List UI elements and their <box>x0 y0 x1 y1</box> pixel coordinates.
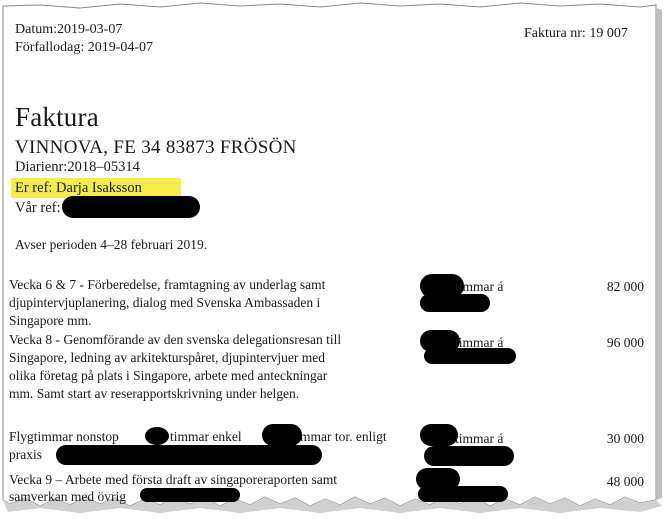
item-3-text-c: mmar tor. enligt <box>300 429 387 444</box>
item-3-text-b: timmar enkel <box>170 429 242 444</box>
item-2-line-2: Singapore, ledning av arkitekturspåret, djupintervjuer med <box>9 350 326 365</box>
item-1-line-3: Singapore mm. <box>9 313 92 328</box>
item-4-line-2: samverkan med övrig <box>9 489 126 504</box>
var-ref-label: Vår ref: <box>15 200 61 216</box>
item-3-amount: 30 000 <box>606 431 644 446</box>
item-3-text-a: Flygtimmar nonstop <box>9 429 119 444</box>
item-4-amount: 48 000 <box>606 474 644 489</box>
redaction-mark <box>56 445 322 465</box>
item-1-unit: timmar á <box>455 279 504 294</box>
invoice-date: Datum:2019-03-07 <box>15 22 123 37</box>
redaction-mark <box>418 486 508 502</box>
item-1-line-1: Vecka 6 & 7 - Förberedelse, framtagning av underlag samt <box>9 277 326 292</box>
redaction-mark <box>420 294 490 312</box>
redaction-mark <box>424 348 516 364</box>
item-2-line-3: olika företag på plats i Singapore, arbete med anteckningar <box>9 368 328 383</box>
item-2-line-4: mm. Samt start av reserapportskrivning under helgen. <box>9 386 300 401</box>
item-2-amount: 96 000 <box>606 335 644 350</box>
item-1-line-2: djupintervjuplanering, dialog med Svenska Ambassaden i <box>9 295 321 310</box>
redaction-mark <box>62 196 200 218</box>
item-3-text-d: praxis <box>9 447 42 462</box>
item-1-amount: 82 000 <box>606 279 644 294</box>
due-date: Förfallodag: 2019-04-07 <box>15 40 154 55</box>
invoice-number: Faktura nr: 19 007 <box>524 26 628 41</box>
period-text: Avser perioden 4–28 februari 2019. <box>15 237 208 252</box>
item-2-unit: timmar á <box>455 335 504 350</box>
redaction-mark <box>145 427 169 445</box>
redaction-mark <box>420 424 458 446</box>
redaction-mark <box>262 424 302 446</box>
diarienr: Diarienr:2018–05314 <box>15 159 140 175</box>
redaction-mark <box>140 488 240 502</box>
item-3-unit: timmar á <box>455 431 504 446</box>
item-2-line-1: Vecka 8 - Genomförande av den svenska delegationsresan till <box>9 332 342 347</box>
document-title: Faktura <box>15 102 99 132</box>
redaction-mark <box>424 446 514 466</box>
item-4-line-1: Vecka 9 – Arbete med första draft av singaporeraporten samt <box>9 472 338 487</box>
er-ref: Er ref: Darja Isaksson <box>15 180 142 196</box>
recipient-address: VINNOVA, FE 34 83873 FRÖSÖN <box>15 137 297 158</box>
